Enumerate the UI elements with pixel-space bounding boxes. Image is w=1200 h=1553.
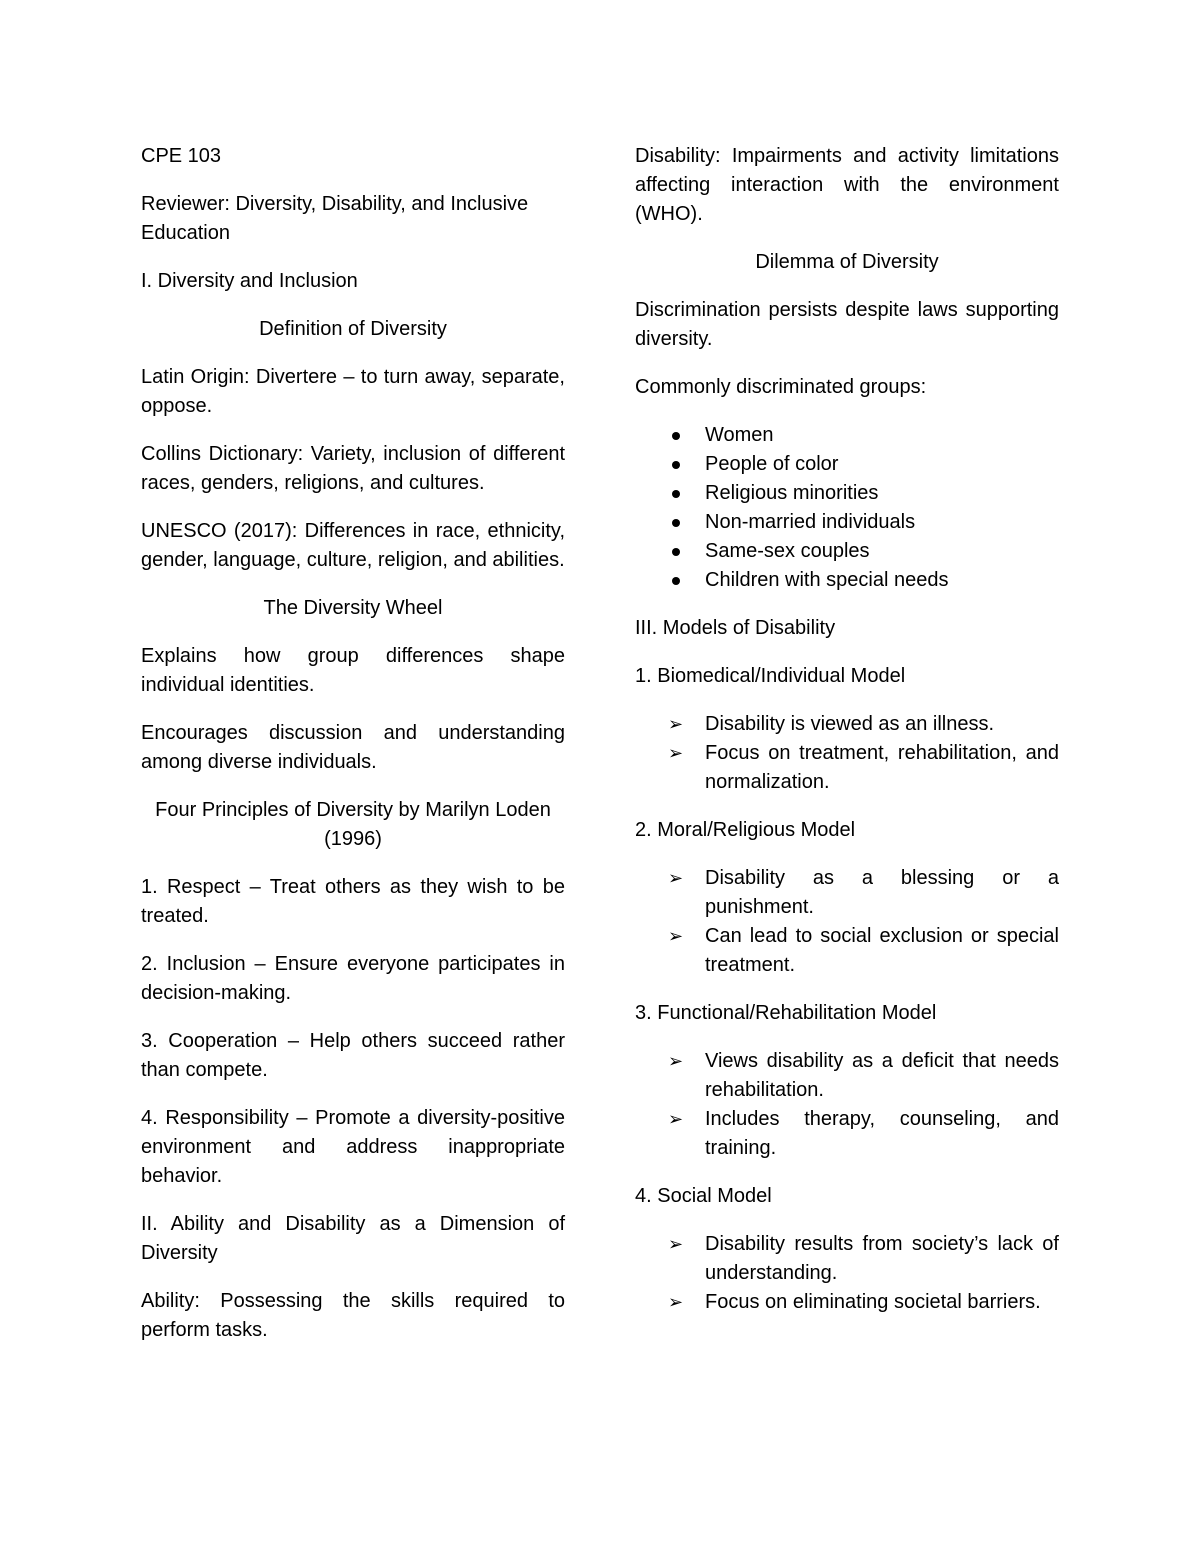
paragraph: UNESCO (2017): Differences in race, ethnicity, gender, language, culture, religion, and abilities. <box>141 520 565 571</box>
arrow-list <box>635 1230 1059 1317</box>
document-title: Reviewer: Diversity, Disability, and Inclusive Education <box>141 193 529 244</box>
arrow-list <box>635 710 1059 797</box>
principle-item: 4. Responsibility – Promote a diversity-positive environment and address inappropriate behavior. <box>141 1107 565 1187</box>
model-title: 1. Biomedical/Individual Model <box>635 665 906 687</box>
list-item: Same-sex couples <box>635 537 1059 566</box>
paragraph: Commonly discriminated groups: <box>635 376 927 398</box>
section-heading: I. Diversity and Inclusion <box>141 270 358 292</box>
list-item: ➢ Disability as a blessing or a punishment. <box>635 864 1059 922</box>
list-item: Non-married individuals <box>635 508 1059 537</box>
subheading: Dilemma of Diversity <box>755 251 939 273</box>
paragraph: Explains how group differences shape individual identities. <box>141 645 565 696</box>
arrow-list <box>635 1047 1059 1163</box>
section-heading: III. Models of Disability <box>635 617 836 639</box>
paragraph: Encourages discussion and understanding among diverse individuals. <box>141 722 565 773</box>
principle-item: 3. Cooperation – Help others succeed rather than compete. <box>141 1030 565 1081</box>
list-item: ➢ Focus on treatment, rehabilitation, and normalization. <box>635 739 1059 797</box>
right-column <box>635 142 1059 1336</box>
paragraph: Collins Dictionary: Variety, inclusion of different races, genders, religions, and cultures. <box>141 443 565 494</box>
subheading: Definition of Diversity <box>259 318 447 340</box>
arrow-list <box>635 864 1059 980</box>
paragraph: Latin Origin: Divertere – to turn away, separate, oppose. <box>141 366 565 417</box>
list-item: ➢ Disability results from society’s lack of understanding. <box>635 1230 1059 1288</box>
model-title: 2. Moral/Religious Model <box>635 819 856 841</box>
list-item: ➢ Can lead to social exclusion or special treatment. <box>635 922 1059 980</box>
list-item: ➢ Disability is viewed as an illness. <box>635 710 1059 739</box>
principle-item: 1. Respect – Treat others as they wish to be treated. <box>141 876 565 927</box>
list-item: Women <box>635 421 1059 450</box>
list-item: ➢ Views disability as a deficit that needs rehabilitation. <box>635 1047 1059 1105</box>
paragraph: Disability: Impairments and activity limitations affecting interaction with the environment (WHO). <box>635 145 1059 225</box>
principle-item: 2. Inclusion – Ensure everyone participates in decision-making. <box>141 953 565 1004</box>
model-title: 3. Functional/Rehabilitation Model <box>635 1002 937 1024</box>
paragraph: Ability: Possessing the skills required to perform tasks. <box>141 1290 565 1341</box>
model-title: 4. Social Model <box>635 1185 772 1207</box>
list-item: Children with special needs <box>635 566 1059 595</box>
list-item: ➢ Includes therapy, counseling, and training. <box>635 1105 1059 1163</box>
list-item: People of color <box>635 450 1059 479</box>
bullet-list <box>635 421 1059 595</box>
list-item: Religious minorities <box>635 479 1059 508</box>
paragraph: Discrimination persists despite laws supporting diversity. <box>635 299 1059 350</box>
section-heading: II. Ability and Disability as a Dimension of Diversity <box>141 1213 565 1264</box>
subheading: Four Principles of Diversity by Marilyn Loden (1996) <box>155 799 551 850</box>
left-column <box>141 142 565 1364</box>
subheading: The Diversity Wheel <box>263 597 443 619</box>
list-item: ➢ Focus on eliminating societal barriers. <box>635 1288 1059 1317</box>
course-code: CPE 103 <box>141 145 222 167</box>
